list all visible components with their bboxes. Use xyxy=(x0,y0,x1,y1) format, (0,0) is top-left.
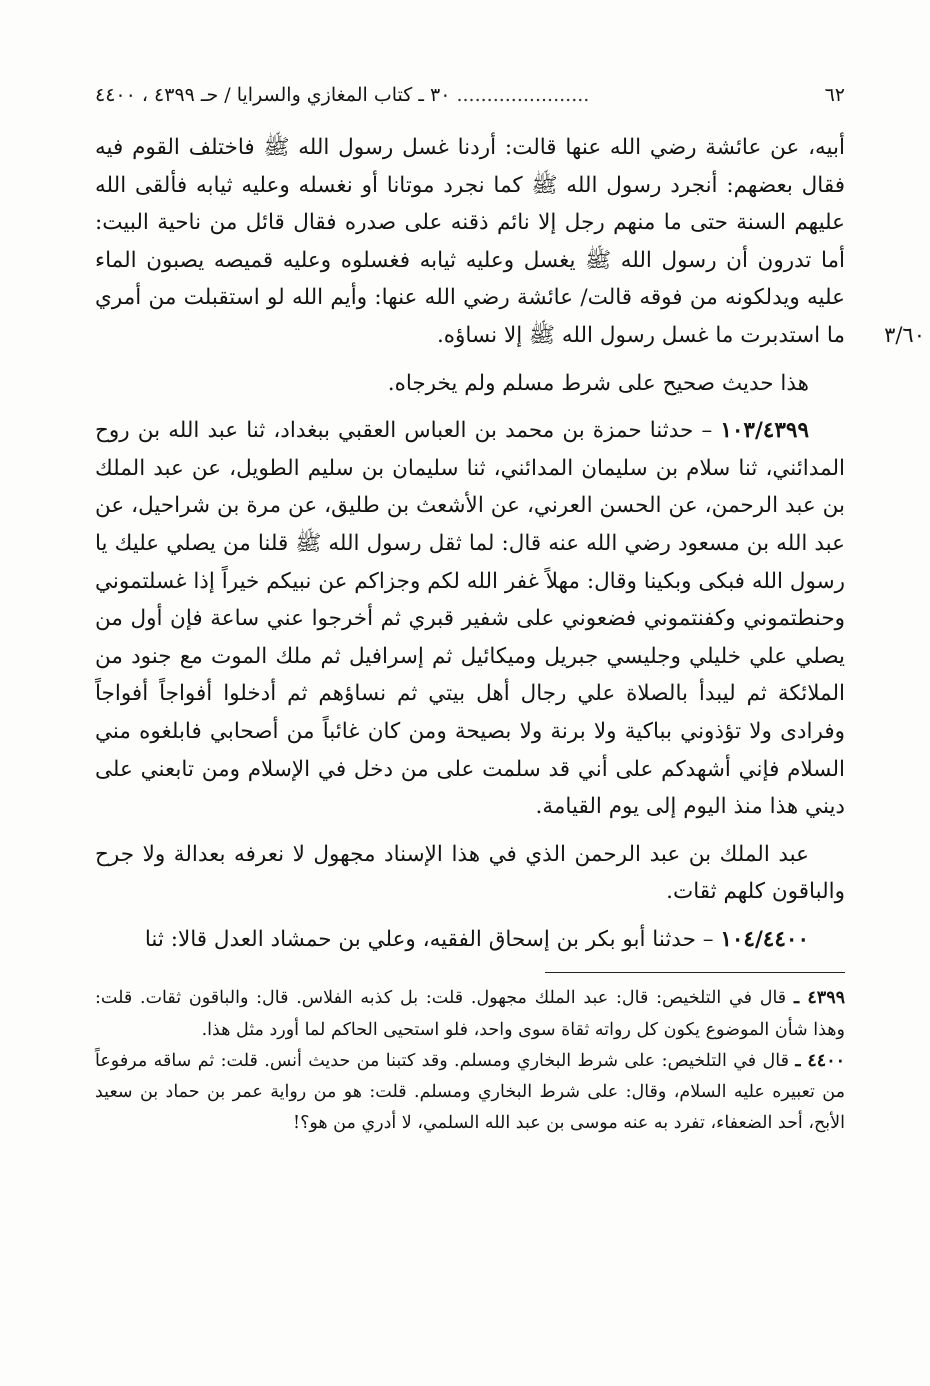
footnote-text: قال في التلخيص: قال: عبد الملك مجهول. قلت: بل كذبه الفلاس. قال: والباقون ثقات. قلت: وهذا شأن الموضوع يكون كل رواته ثقاة سوى واحد، فلو استحيى الحاكم لما أورد مثل هذا. xyxy=(95,988,845,1040)
hadith-number: ١٠٤/٤٤٠٠ xyxy=(720,926,809,952)
paragraph-narrator-note xyxy=(95,836,845,911)
paragraph-text: عبد الملك بن عبد الرحمن الذي في هذا الإسناد مجهول لا نعرفه بعدالة ولا جرح والباقون كلهم ثقات. xyxy=(95,841,845,905)
footnote-divider xyxy=(545,972,845,973)
page xyxy=(95,80,925,1139)
page-header xyxy=(95,80,845,111)
leader-dots: ...................... xyxy=(456,84,590,106)
paragraph-text: – حدثنا حمزة بن محمد بن العباس العقبي ببغداد، ثنا عبد الله بن روح المدائني، ثنا سلام بن سليمان المدائني، ثنا سليمان بن سليم الطويل، عن عبد الملك بن عبد الرحمن، عن الحسن العرني، عن الأشعث بن طليق، عن مرة بن شراحيل، عن عبد الله بن مسعود رضي الله عنه قال: لما ثقل رسول الله ﷺ قلنا من يصلي عليك يا رسول الله فبكى وبكينا وقال: مهلاً غفر الله لكم وجزاكم عن نبيكم خيراً إذا غسلتموني وحنطتموني وكفنتموني فضعوني على شفير قبري ثم أخرجوا عني ساعة فإن أول من يصلي علي خليلي وجليسي جبريل وميكائيل ثم إسرافيل ثم ملك الموت مع جنود من الملائكة ثم ليبدأ بالصلاة علي رجال أهل بيتي ثم نساؤهم ثم أدخلوا أفواجاً أفواجاً وفرادى ولا تؤذوني بباكية ولا برنة ولا بصيحة ومن كان غائباً من أصحابي فابلغوه مني السلام فإني أشهدكم على أني قد سلمت على من دخل في الإسلام ومن تابعني على ديني هذا منذ اليوم إلى يوم القيامة. xyxy=(95,418,845,820)
running-title: ٣٠ ـ كتاب المغازي والسرايا / حـ ٤٣٩٩ ، ٤٤٠٠ xyxy=(95,84,451,106)
footnotes xyxy=(95,983,845,1139)
hadith-number: ١٠٣/٤٣٩٩ xyxy=(720,418,809,444)
main-text xyxy=(95,129,925,958)
footnote-text: قال في التلخيص: على شرط البخاري ومسلم. وقد كتبنا من حديث أنس. قلت: ثم ساقه مرفوعاً من تعبيره عليه السلام، وقال: على شرط البخاري ومسلم. قلت: هو من رواية عمر بن حماد بن سعيد الأبح، أحد الضعفاء، تفرد به عنه موسى بن عبد الله السلمي، لا أدري من هو؟! xyxy=(95,1050,845,1134)
paragraph-hadith-continuation xyxy=(95,129,925,355)
paragraph-hadith-4400 xyxy=(95,921,845,959)
paragraph-text: أبيه، عن عائشة رضي الله عنها قالت: أردنا غسل رسول الله ﷺ فاختلف القوم فيه فقال بعضهم: أنجرد رسول الله ﷺ كما نجرد موتانا أو نغسله وعليه ثيابه فألقى الله عليهم السنة حتى ما منهم رجل إلا نائم ذقنه على صدره فقال قائل من ناحية البيت: أما تدرون أن رسول الله ﷺ يغسل وعليه ثيابه فغسلوه وعليه قميصه يصبون الماء عليه ويدلكونه من فوقه قالت/ عائشة رضي الله عنها: وأيم الله لو استقبلت من أمري ما استدبرت ما غسل رسول الله ﷺ إلا نساؤه. xyxy=(95,135,845,348)
paragraph-hadith-4399 xyxy=(95,412,845,826)
paragraph-grading xyxy=(95,365,845,403)
margin-volume-page-ref: ٣/٦٠ xyxy=(884,323,925,347)
footnote-number: ٤٤٠٠ ـ xyxy=(795,1050,845,1071)
paragraph-text: – حدثنا أبو بكر بن إسحاق الفقيه، وعلي بن حمشاد العدل قالا: ثنا xyxy=(144,926,721,952)
paragraph-text: هذا حديث صحيح على شرط مسلم ولم يخرجاه. xyxy=(387,370,809,396)
page-number: ٦٢ xyxy=(824,84,845,106)
footnote-number: ٤٣٩٩ ـ xyxy=(793,988,845,1009)
footnote-4399 xyxy=(95,983,845,1045)
footnote-4400 xyxy=(95,1046,845,1140)
running-title-line xyxy=(95,80,825,110)
